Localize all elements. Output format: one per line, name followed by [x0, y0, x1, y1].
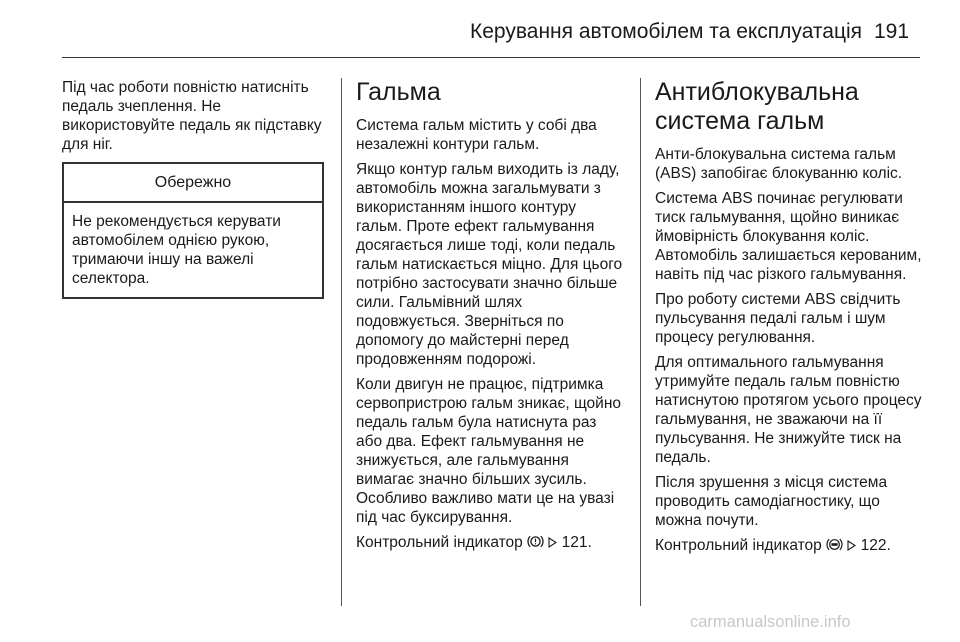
abs-icon: [826, 537, 847, 554]
indicator-label: Контрольний індикатор: [356, 534, 523, 551]
column-divider-left: [341, 78, 342, 606]
brakes-paragraph-2: Якщо контур гальм виходить із ладу, автомобіль можна загальмувати з використанням іншого контуру гальм. Проте ефект гальмування досягається лише тоді, коли педаль гальм натискається міцно. Для цього потрібно застосувати значно більше сили. Гальмівний шлях подовжується. Зверніться по допомогу до майстерні перед продовженням подорожі.: [356, 161, 623, 368]
abs-paragraph-2: Система ABS починає регулювати тиск гальмування, щойно виникає ймовірність блокування коліс. Автомобіль залишається керованим, навіть під час різкого гальмування.: [655, 190, 922, 283]
indicator-label: Контрольний індикатор: [655, 537, 822, 554]
page-ref-arrow-icon: [847, 537, 860, 554]
column-right: [655, 78, 930, 561]
column-middle: [356, 78, 626, 558]
indicator-page-ref[interactable]: 121.: [561, 534, 592, 551]
indicator-page-ref[interactable]: 122.: [860, 537, 891, 554]
page-header-title: Керування автомобілем та експлуатація: [470, 20, 863, 43]
watermark: carmanualsonline.info: [690, 613, 851, 631]
page-ref-arrow-icon: [548, 534, 561, 551]
section-heading-abs: Антиблокувальна система гальм: [655, 78, 859, 135]
warning-title: Обережно: [64, 164, 322, 203]
column-divider-right: [640, 78, 641, 606]
brakes-indicator-line: [356, 533, 626, 552]
warning-box: [62, 162, 324, 299]
abs-indicator-line: [655, 536, 930, 555]
abs-paragraph-1: Анти-блокувальна система гальм (ABS) запобігає блокуванню коліс.: [655, 146, 903, 182]
abs-paragraph-5: Після зрушення з місця система проводить самодіагностику, що можна почути.: [655, 474, 888, 529]
section-heading-brakes: Гальма: [356, 78, 441, 106]
abs-paragraph-3: Про роботу системи ABS свідчить пульсування педалі гальм і шум процесу регулювання.: [655, 291, 901, 346]
brakes-paragraph-1: Система гальм містить у собі два незалежні контури гальм.: [356, 117, 597, 153]
abs-paragraph-4: Для оптимального гальмування утримуйте педаль гальм повністю натиснутою протягом усього процесу гальмування, не зважаючи на її пульсування. Не знижуйте тиск на педаль.: [655, 354, 922, 466]
brakes-paragraph-3: Коли двигун не працює, підтримка сервопристрою гальм зникає, щойно педаль гальм була натиснута раз або два. Ефект гальмування не знижується, але гальмування вимагає значно більших зусиль. Особливо важливо мати це на увазі під час буксирування.: [356, 376, 622, 526]
brake-warning-icon: [527, 534, 548, 551]
page-number: 191: [874, 20, 910, 43]
warning-text: Не рекомендується керувати автомобілем однією рукою, тримаючи іншу на важелі селектора.: [72, 213, 281, 287]
intro-paragraph: Під час роботи повністю натисніть педаль зчеплення. Не використовуйте педаль як підставку для ніг.: [62, 79, 322, 153]
header-divider: [62, 57, 920, 58]
column-left: [62, 78, 324, 299]
